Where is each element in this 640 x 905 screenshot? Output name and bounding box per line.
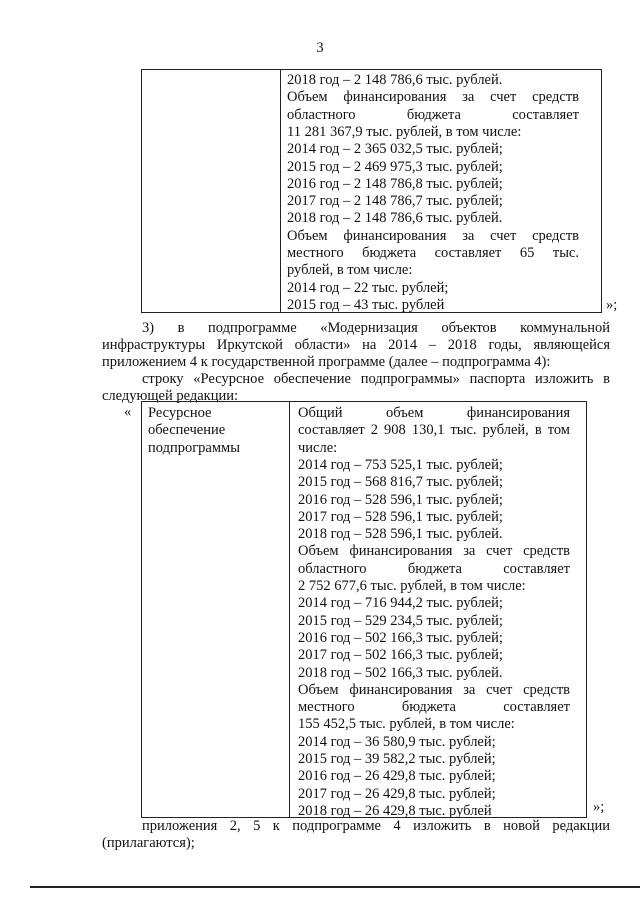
resource-table-line: 2 752 677,6 тыс. рублей, в том числе: bbox=[298, 578, 526, 594]
table-continued-closing: »; bbox=[606, 297, 618, 313]
resource-table-line: 2016 год – 528 596,1 тыс. рублей; bbox=[298, 491, 503, 508]
resource-table-line: 2015 год – 529 234,5 тыс. рублей; bbox=[298, 612, 503, 629]
resource-table-line: 2017 год – 26 429,8 тыс. рублей; bbox=[298, 785, 496, 802]
item3-line-1: 3) в подпрограмме «Модернизация объектов коммунальной bbox=[142, 320, 610, 336]
table-continued-line: областного бюджета составляет bbox=[287, 106, 579, 123]
resource-table-line: Объем финансирования за счет средств bbox=[298, 543, 570, 560]
footer-rule bbox=[30, 886, 640, 888]
resource-table-line: 2018 год – 26 429,8 тыс. рублей bbox=[298, 802, 492, 819]
final-para-line-1: приложения 2, 5 к подпрограмме 4 изложить в новой редакции bbox=[142, 818, 610, 834]
resource-table-line: 2016 год – 26 429,8 тыс. рублей; bbox=[298, 768, 496, 785]
resource-table-line: 2016 год – 502 166,3 тыс. рублей; bbox=[298, 629, 503, 646]
table-continued-line: местного бюджета составляет 65 тыс. bbox=[287, 245, 579, 261]
resource-table-line: местного бюджета составляет bbox=[298, 699, 570, 716]
resource-table-label-line: подпрограммы bbox=[148, 439, 240, 456]
page-number: 3 bbox=[316, 40, 324, 56]
resource-table-line: 2015 год – 568 816,7 тыс. рублей; bbox=[298, 474, 503, 491]
table-continued-line: 2014 год – 2 365 032,5 тыс. рублей; bbox=[287, 141, 503, 158]
table-continued-line: 2015 год – 2 469 975,3 тыс. рублей; bbox=[287, 158, 503, 175]
table-continued-line: 2015 год – 43 тыс. рублей bbox=[287, 296, 445, 313]
column-divider bbox=[289, 402, 290, 817]
table-continued-line: 11 281 367,9 тыс. рублей, в том числе: bbox=[287, 123, 522, 140]
item3-line-5: следующей редакции: bbox=[102, 388, 239, 404]
resource-table-label-line: Ресурсное bbox=[148, 405, 212, 421]
final-para-line-2: (прилагаются); bbox=[102, 835, 195, 851]
table-continued-line: 2018 год – 2 148 786,6 тыс. рублей. bbox=[287, 72, 503, 88]
table-continued-line: рублей, в том числе: bbox=[287, 262, 413, 279]
table-continued-line: 2018 год – 2 148 786,6 тыс. рублей. bbox=[287, 210, 503, 227]
resource-table-line: 2014 год – 716 944,2 тыс. рублей; bbox=[298, 595, 503, 612]
item3-line-3: приложением 4 к государственной программе (далее – подпрограмма 4): bbox=[102, 354, 551, 370]
table-continued-line: 2014 год – 22 тыс. рублей; bbox=[287, 279, 449, 296]
resource-table-line: 2017 год – 502 166,3 тыс. рублей; bbox=[298, 647, 503, 664]
table-continued-line: 2016 год – 2 148 786,8 тыс. рублей; bbox=[287, 175, 503, 192]
resource-table-line: 155 452,5 тыс. рублей, в том числе: bbox=[298, 716, 515, 733]
table-continued-line: Объем финансирования за счет средств bbox=[287, 89, 579, 106]
resource-table-line: Общий объем финансирования bbox=[298, 405, 570, 421]
resource-table-line: 2018 год – 502 166,3 тыс. рублей. bbox=[298, 664, 503, 681]
item3-line-2: инфраструктуры Иркутской области» на 2014 – 2018 годы, являющейся bbox=[102, 337, 610, 353]
resource-table-line: составляет 2 908 130,1 тыс. рублей, в том bbox=[298, 422, 570, 439]
resource-table-closing: »; bbox=[593, 799, 605, 815]
resource-table-line: 2014 год – 36 580,9 тыс. рублей; bbox=[298, 733, 496, 750]
resource-table-line: 2018 год – 528 596,1 тыс. рублей. bbox=[298, 526, 503, 543]
resource-table-line: 2014 год – 753 525,1 тыс. рублей; bbox=[298, 456, 503, 473]
table-continued-line: 2017 год – 2 148 786,7 тыс. рублей; bbox=[287, 193, 503, 210]
resource-table-line: 2017 год – 528 596,1 тыс. рублей; bbox=[298, 508, 503, 525]
resource-table-line: областного бюджета составляет bbox=[298, 560, 570, 577]
column-divider bbox=[280, 70, 281, 312]
table-continued-line: Объем финансирования за счет средств bbox=[287, 227, 579, 244]
resource-table-line: 2015 год – 39 582,2 тыс. рублей; bbox=[298, 751, 496, 767]
table-opening-quote: « bbox=[124, 404, 132, 420]
item3-line-4: строку «Ресурсное обеспечение подпрограммы» паспорта изложить в bbox=[142, 371, 610, 387]
resource-table-line: числе: bbox=[298, 439, 338, 456]
resource-table-line: Объем финансирования за счет средств bbox=[298, 681, 570, 698]
resource-table-label-line: обеспечение bbox=[148, 422, 226, 439]
